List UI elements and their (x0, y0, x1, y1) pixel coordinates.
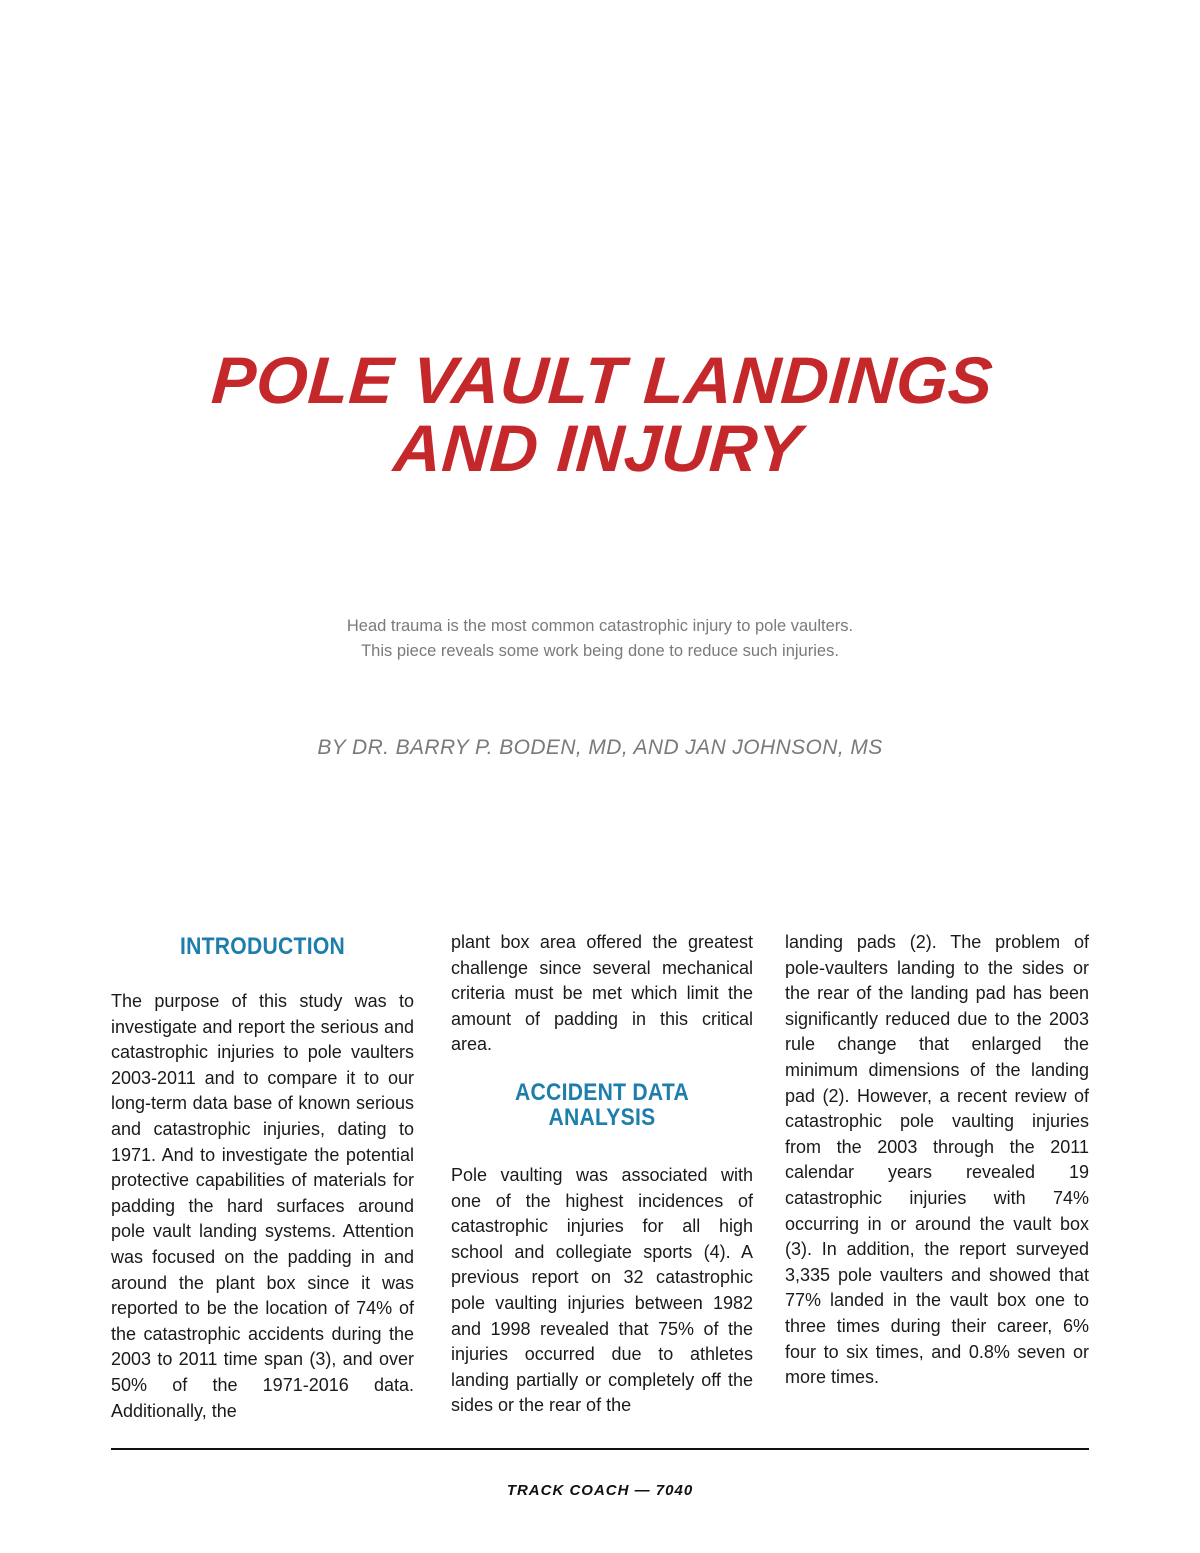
accident-continuation: landing pads (2). The problem of pole-vaulters landing to the sides or the rear of the landing pad has been significantly reduced due to the 2003 rule change that enlarged the minimum dimensions of the landing pad (2). However, a recent review of catastrophic pole vaulting injuries from the 2003 through the 2011 calendar years revealed 19 catastrophic injuries with 74% occurring in or around the vault box (3). In addition, the report surveyed 3,335 pole vaulters and showed that 77% landed in the vault box one to three times during their career, 6% four to six times, and 0.8% seven or more times. (785, 932, 1089, 1388)
introduction-heading (129, 934, 396, 959)
accident-heading-line-2: ANALYSIS (548, 1103, 656, 1131)
title-line-2: AND INJURY (391, 411, 804, 485)
title-line-1: POLE VAULT LANDINGS (209, 343, 996, 417)
footer-rule (111, 1448, 1089, 1450)
introduction-heading-text: INTRODUCTION (179, 933, 346, 960)
column-3 (785, 930, 1089, 1391)
deck-line-1: Head trauma is the most common catastrophic injury to pole vaulters. (346, 617, 854, 635)
accident-data-heading (469, 1080, 735, 1130)
accident-paragraph: Pole vaulting was associated with one of the highest incidences of catastrophic injuries for all high school and collegiate sports (4). A previous report on 32 catastrophic pole vaulting injuries between 1982 and 1998 revealed that 75% of the injuries occurred due to athletes landing partially or completely off the sides or the rear of the (451, 1164, 753, 1416)
column-2 (451, 930, 753, 1419)
accident-heading-line-1: ACCIDENT DATA (515, 1078, 689, 1106)
article-deck (0, 614, 1200, 664)
introduction-continuation: plant box area offered the greatest challenge since several mechanical criteria must be met which limit the amount of padding in this critical area. (451, 932, 753, 1055)
article-byline: BY DR. BARRY P. BODEN, MD, AND JAN JOHNSON, MS (317, 736, 883, 759)
column-1 (111, 930, 414, 1424)
page-footer: TRACK COACH — 7040 (506, 1482, 694, 1499)
deck-line-2: This piece reveals some work being done to reduce such injuries. (361, 642, 839, 660)
article-title (0, 343, 1200, 485)
introduction-paragraph: The purpose of this study was to investigate and report the serious and catastrophic injuries to pole vaulters 2003-2011 and to compare it to our long-term data base of known serious and catastrophic injuries, dating to 1971. And to investigate the potential protective capabilities of materials for padding the hard surfaces around pole vault landing systems. Attention was focused on the padding in and around the plant box since it was reported to be the location of 74% of the catastrophic accidents during the 2003 to 2011 time span (3), and over 50% of the 1971-2016 data. Additionally, the (111, 991, 414, 1421)
